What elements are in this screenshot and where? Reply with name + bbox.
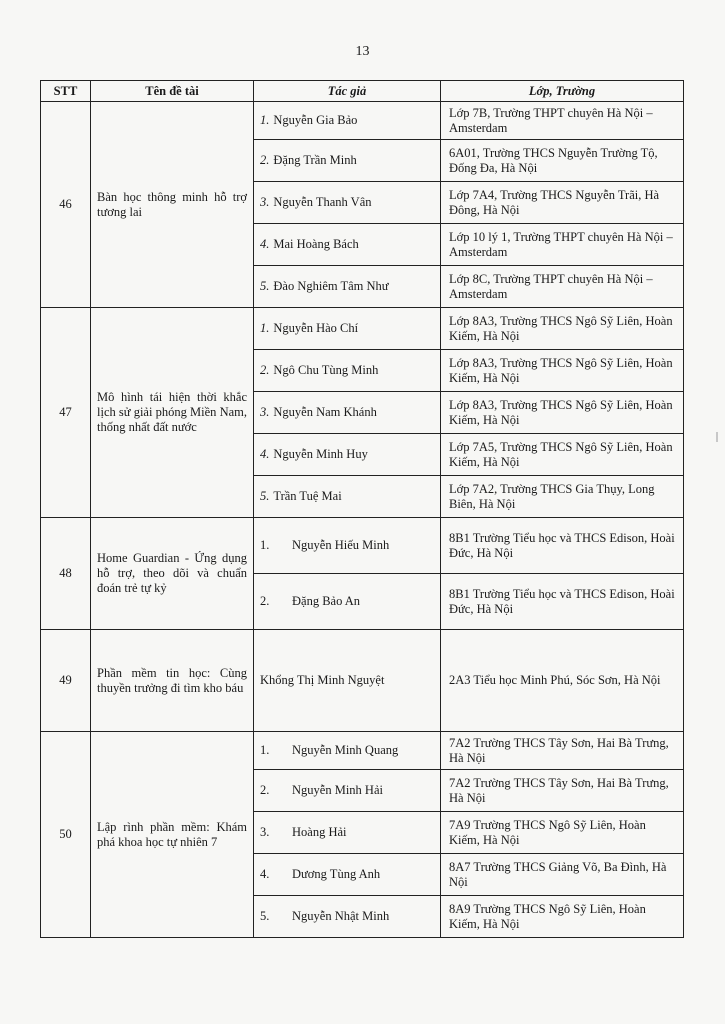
author-number: 3.: [260, 825, 270, 839]
author-cell: [254, 224, 441, 266]
author-name: Nguyễn Thanh Vân: [273, 195, 372, 209]
author-name: Dương Tùng Anh: [292, 867, 381, 881]
school-cell: 7A9 Trường THCS Ngô Sỹ Liên, Hoàn Kiếm, Hà Nội: [441, 812, 684, 854]
author-number: 3.: [260, 195, 270, 209]
table-row: [41, 518, 684, 574]
table-row: [41, 308, 684, 350]
school-cell: 8A7 Trường THCS Giảng Võ, Ba Đình, Hà Nội: [441, 854, 684, 896]
stt-cell: 48: [41, 518, 91, 630]
stt-cell: 50: [41, 732, 91, 938]
author-name: Nguyễn Gia Bảo: [273, 113, 358, 127]
author-number: 1.: [260, 321, 270, 335]
author-number: 2.: [260, 594, 270, 608]
author-name: Nguyễn Hào Chí: [273, 321, 359, 335]
school-cell: Lớp 7B, Trường THPT chuyên Hà Nội – Amsterdam: [441, 102, 684, 140]
author-cell: [254, 476, 441, 518]
author-cell: [254, 854, 441, 896]
author-cell: [254, 140, 441, 182]
topic-cell: Home Guardian - Ứng dụng hỗ trợ, theo dõi và chuẩn đoán trẻ tự kỷ: [91, 518, 254, 630]
author-cell: [254, 266, 441, 308]
author-name: Nguyễn Hiếu Minh: [292, 538, 390, 552]
school-cell: 7A2 Trường THCS Tây Sơn, Hai Bà Trưng, Hà Nội: [441, 770, 684, 812]
school-cell: Lớp 8A3, Trường THCS Ngô Sỹ Liên, Hoàn Kiếm, Hà Nội: [441, 392, 684, 434]
school-cell: 2A3 Tiểu học Minh Phú, Sóc Sơn, Hà Nội: [441, 630, 684, 732]
topic-cell: Phần mềm tin học: Cùng thuyền trưởng đi tìm kho báu: [91, 630, 254, 732]
school-cell: Lớp 8A3, Trường THCS Ngô Sỹ Liên, Hoàn Kiếm, Hà Nội: [441, 308, 684, 350]
school-cell: 8A9 Trường THCS Ngô Sỹ Liên, Hoàn Kiếm, Hà Nội: [441, 896, 684, 938]
author-name: Nguyễn Minh Hải: [292, 783, 383, 797]
topic-cell: Mô hình tái hiện thời khắc lịch sử giải phóng Miền Nam, thống nhất đất nước: [91, 308, 254, 518]
author-cell: [254, 392, 441, 434]
header-school: Lớp, Trường: [441, 81, 684, 102]
author-number: 3.: [260, 405, 270, 419]
author-name: Trần Tuệ Mai: [273, 489, 342, 503]
author-cell: [254, 574, 441, 630]
topic-cell: Bàn học thông minh hỗ trợ tương lai: [91, 102, 254, 308]
author-number: 5.: [260, 909, 270, 923]
author-cell: [254, 770, 441, 812]
author-name: Khổng Thị Minh Nguyệt: [260, 673, 385, 687]
author-name: Ngô Chu Tùng Minh: [273, 363, 379, 377]
author-name: Mai Hoàng Bách: [273, 237, 359, 251]
author-cell: [254, 518, 441, 574]
school-cell: Lớp 10 lý 1, Trường THPT chuyên Hà Nội – Amsterdam: [441, 224, 684, 266]
author-name: Nguyễn Nhật Minh: [292, 909, 390, 923]
school-cell: 8B1 Trường Tiểu học và THCS Edison, Hoài Đức, Hà Nội: [441, 574, 684, 630]
author-name: Nguyễn Nam Khánh: [273, 405, 377, 419]
table-row: [41, 732, 684, 770]
stt-cell: 49: [41, 630, 91, 732]
stt-cell: 46: [41, 102, 91, 308]
author-number: 1.: [260, 113, 270, 127]
author-cell: [254, 630, 441, 732]
author-number: 1.: [260, 743, 270, 757]
author-cell: [254, 102, 441, 140]
topic-cell: Lập rình phần mềm: Khám phá khoa học tự nhiên 7: [91, 732, 254, 938]
author-cell: [254, 434, 441, 476]
school-cell: Lớp 8C, Trường THPT chuyên Hà Nội – Amsterdam: [441, 266, 684, 308]
author-name: Nguyễn Minh Huy: [273, 447, 368, 461]
scan-mark: [716, 432, 718, 442]
header-topic: Tên đề tài: [91, 81, 254, 102]
header-row: [41, 81, 684, 102]
author-name: Nguyễn Minh Quang: [292, 743, 399, 757]
author-number: 4.: [260, 867, 270, 881]
author-name: Đặng Trần Minh: [273, 153, 357, 167]
school-cell: Lớp 7A2, Trường THCS Gia Thụy, Long Biên, Hà Nội: [441, 476, 684, 518]
author-cell: [254, 896, 441, 938]
award-table: [40, 80, 684, 938]
header-author: Tác giả: [254, 81, 441, 102]
school-cell: Lớp 8A3, Trường THCS Ngô Sỹ Liên, Hoàn Kiếm, Hà Nội: [441, 350, 684, 392]
author-number: 4.: [260, 447, 270, 461]
school-cell: Lớp 7A4, Trường THCS Nguyễn Trãi, Hà Đông, Hà Nội: [441, 182, 684, 224]
author-number: 4.: [260, 237, 270, 251]
school-cell: 6A01, Trường THCS Nguyễn Trường Tộ, Đống Đa, Hà Nội: [441, 140, 684, 182]
stt-cell: 47: [41, 308, 91, 518]
author-cell: [254, 350, 441, 392]
author-name: Đào Nghiêm Tâm Như: [273, 279, 389, 293]
school-cell: 7A2 Trường THCS Tây Sơn, Hai Bà Trưng, Hà Nội: [441, 732, 684, 770]
author-number: 1.: [260, 538, 270, 552]
header-stt: STT: [41, 81, 91, 102]
table-row: [41, 102, 684, 140]
author-cell: [254, 812, 441, 854]
author-number: 5.: [260, 279, 270, 293]
author-cell: [254, 182, 441, 224]
author-cell: [254, 308, 441, 350]
author-cell: [254, 732, 441, 770]
page-number: 13: [355, 44, 370, 59]
author-name: Đặng Bảo An: [292, 594, 361, 608]
school-cell: Lớp 7A5, Trường THCS Ngô Sỹ Liên, Hoàn Kiếm, Hà Nội: [441, 434, 684, 476]
author-number: 2.: [260, 363, 270, 377]
author-number: 2.: [260, 153, 270, 167]
table-row: [41, 630, 684, 732]
author-number: 5.: [260, 489, 270, 503]
author-number: 2.: [260, 783, 270, 797]
school-cell: 8B1 Trường Tiểu học và THCS Edison, Hoài Đức, Hà Nội: [441, 518, 684, 574]
author-name: Hoàng Hải: [292, 825, 347, 839]
